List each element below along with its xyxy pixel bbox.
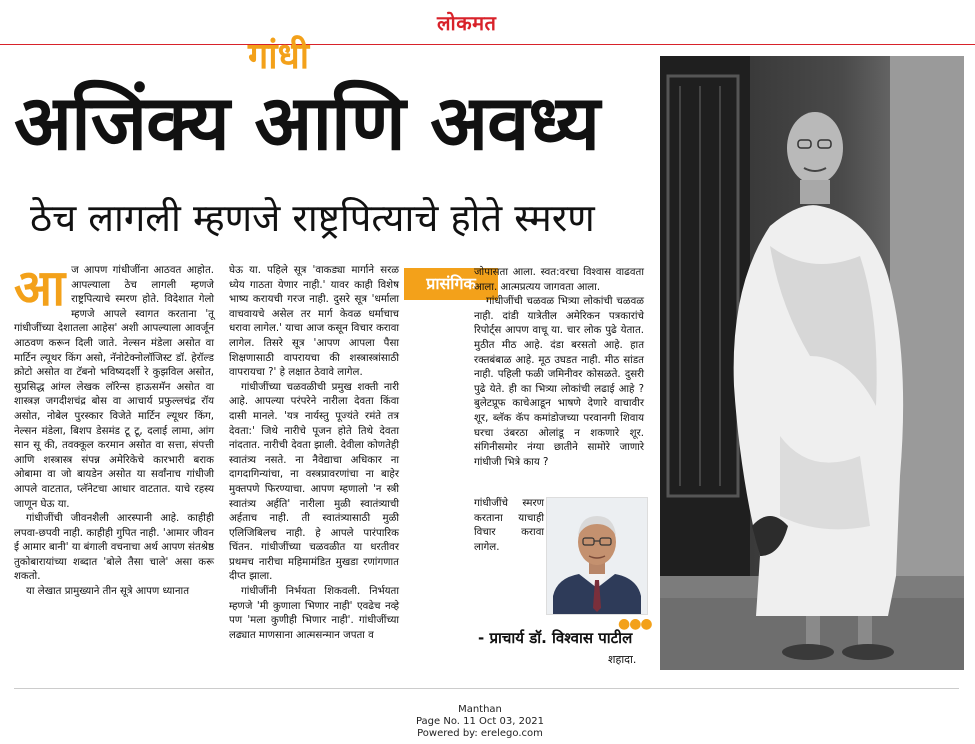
drop-cap: आ bbox=[14, 259, 66, 317]
paragraph: गांधीजींची चळवळ भित्र्या लोकांची चळवळ नाही. दांडी यात्रेतील अमेरिकन पत्रकारांचे रिपोर्ट्स आपण वाचू या. चार लोक पुढे येतात. मुठीत मीठ आहे. दंडा बरसतो आहे. हात रक्तबंबाळ आहे. मूठ उघडत नाही. मीठ सांडत नाही. पहिली फळी जमिनीवर कोसळते. दुसरी पुढे येते. ही का भित्र्या लोकांची लढाई आहे ? बुलेटप्रूफ काचेआडून भाषणे देणारे वाचावीर शूर, ब्लॅक कॅप कमांडोजच्या परवानगी शिवाय घरचा उंबरठा ओलांडू न शकणारे शूर. संगिनीसमोर नंग्या छातीने सामोरे जाणारे गांधीजी भित्रे काय ? bbox=[474, 296, 644, 468]
article-column-3-tail bbox=[474, 497, 544, 555]
page-footer bbox=[380, 704, 580, 740]
paragraph: आज आपण गांधीजींना आठवत आहोत. आपल्याला ठेच लागली म्हणजे राष्ट्रपित्याचे स्मरण होते. विदेशात गेलो म्हणजे आपले स्वागत करताना 'तू गांधीजींच्या देशातला आहेस' अशी आपल्याला आवर्जून आठवण करून दिली जाते. नेल्सन मंडेला असोत वा मार्टिन ल्यूथर किंग असो, नॅनोटेक्नोलॉजिस्ट डॉ. हेरॉल्ड क्रोटो असोत वा टॅबनो भविष्यदर्शी रे कुझविल असोत, सुप्रसिद्ध आंग्ल लेखक लॉरेन्स हाऊसमॅन असोत वा शास्त्रज्ञ जगदीशचंद्र बोस वा आचार्य प्रफुल्लचंद्र रॉय असोत, नोबेल पुरस्कार विजेते मार्टिन ल्यूथर किंग, नेल्सन मंडेला, बिशप डेसमंड टू टू, दलाई लामा, आंग सान सू की, तवक्कूल करमान असोत वा सत्ता, संपत्ती आणि शस्त्रास्त्र संपन्न अमेरिकेचे कारभारी बराक ओबामा वा जो बायडेन असोत या सर्वांनाच गांधीजी आपले वाटतात, प्लॅनेटचा आधार वाटतात. याचे रहस्य जाणून घेऊ या. bbox=[14, 259, 214, 510]
author-portrait-icon bbox=[547, 498, 647, 614]
section-tag: प्रासंगिक bbox=[404, 268, 498, 300]
kicker-cut bbox=[248, 36, 398, 77]
author-place: शहादा. bbox=[608, 653, 637, 666]
author-photo bbox=[546, 497, 648, 615]
paragraph: गांधीजींची जीवनशैली आरस्पानी आहे. काहीही लपवा-छपवी नाही. काहीही गुपित नाही. 'आमार जीवन ई आमार बानी' या बंगाली वचनाचा अर्थ आपण संतश्रेष्ठ तुकोबारायांच्या शब्दात 'बोले तैसा चाले' असा करू शकतो. bbox=[14, 513, 214, 583]
page-number-date: Page No. 11 Oct 03, 2021 bbox=[415, 716, 545, 727]
main-photo bbox=[660, 56, 964, 670]
headline: अजिंक्य आणि अवध्य bbox=[14, 78, 600, 167]
subheadline: ठेच लागली म्हणजे राष्ट्रपित्याचे होते स्मरण bbox=[30, 196, 595, 240]
footer-rule bbox=[14, 688, 959, 689]
paragraph: जोपासता आला. स्वत:वरचा विश्वास वाढवता आला. आत्मप्रत्यय जागवता आला. bbox=[474, 267, 644, 293]
paragraph: घेऊ या. पहिले सूत्र 'वाकड्या मार्गाने सरळ ध्येय गाठता येणार नाही.' यावर काही विशेष भाष्य करायची गरज नाही. दुसरे सूत्र 'धर्माला वाचवायचे असेल तर मार्ग केवळ धर्माचाच धरावा लागेल.' याचा आज कसून विचार करावा लागेल. तिसरे सूत्र 'आपण आपला पैसा शिक्षणासाठी वापरायचा की शस्त्रास्त्रांसाठी वापरायचा ?' हे लक्षात ठेवावे लागेल. bbox=[229, 265, 399, 379]
paragraph: गांधीजींनी निर्भयता शिकवली. निर्भयता म्हणजे 'मी कुणाला भिणार नाही' एवढेच नव्हे पण 'मला कुणीही भिणार नाही'. गांधीजींच्या लढ्यात माणसाना आत्मसन्मान जपता व bbox=[229, 586, 399, 641]
gandhi-photo-icon bbox=[660, 56, 964, 670]
newspaper-logo: लोकमत bbox=[437, 11, 497, 35]
article-column-2 bbox=[229, 264, 399, 643]
author-byline: - प्राचार्य डॉ. विश्वास पाटील bbox=[478, 629, 633, 647]
paragraph: या लेखात प्रामुख्याने तीन सूत्रे आपण ध्यानात bbox=[26, 586, 189, 598]
masthead bbox=[0, 0, 975, 44]
masthead-rule bbox=[0, 44, 975, 45]
kicker-text: गांधी bbox=[248, 36, 310, 77]
article-column-3 bbox=[474, 266, 644, 470]
edition-name: Manthan bbox=[458, 704, 502, 715]
paragraph: गांधीजींच्या चळवळीची प्रमुख शक्ती नारी आहे. आपल्या परंपरेने नारीला देवता किंवा दासी मानले. 'यत्र नार्यस्तु पूज्यंते रमंते तत्र देवता:' जिथे नारीचे पूजन होते तिथे देवता नांदतात. नारीची देवता झाली. देवीला कोणतेही स्वातंत्र्य नसते. ना नैवेद्याचा अधिकार ना दागदागिन्यांचा, ना वस्त्रप्रावरणांचा ना बाहेर मुक्तपणे फिरण्याचा. आपण म्हणालो 'न स्त्री स्वातंत्र्य अर्हति' नारीला मुळी स्वातंत्र्याची अर्हताच नाही. ती स्वातंत्र्यासाठी मुळी एलिजिबिलच नाही. हे आपले पारंपारिक चिंतन. गांधीजींच्या चळवळीत या धरतीवर प्रथमच नारीचा महिमामंडित मुखडा रणांगणात दीप्त झाला. bbox=[229, 381, 399, 583]
article-column-1 bbox=[14, 259, 214, 600]
paragraph: गांधीजींचे स्मरण करताना याचाही विचार करावा लागेल. bbox=[474, 498, 544, 553]
end-marker-dots: ●●● bbox=[618, 616, 652, 632]
powered-by[interactable]: Powered by: erelego.com bbox=[417, 728, 543, 739]
